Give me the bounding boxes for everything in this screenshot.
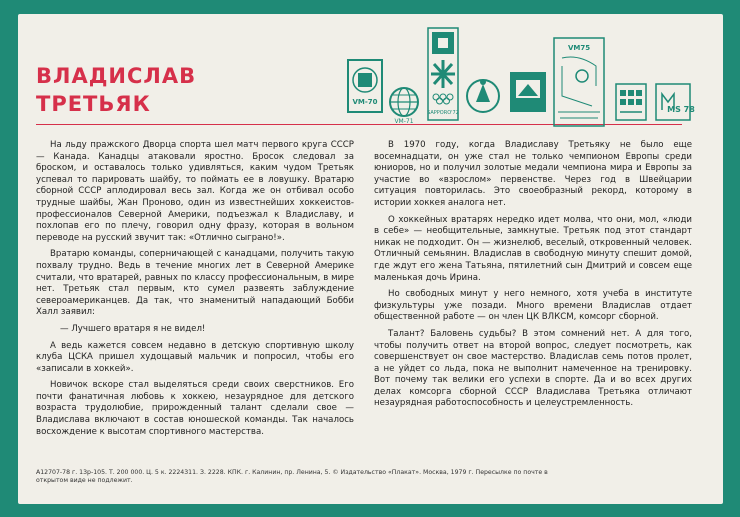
page-title (36, 62, 196, 118)
paragraph: Но свободных минут у него немного, хотя учеба в институте физкультуры уже позади. Много времени Владислав отдает общественной работе — он член ЦК ВЛКСМ, комсорг сборной. (374, 289, 692, 323)
imprint-line-2: открытом виде не подлежит. (36, 477, 133, 484)
paragraph: В 1970 году, когда Владиславу Третьяку не было еще восемнадцати, он уже стал не только чемпионом Европы среди юниоров, но и получил золотые медали чемпиона мира и Европы за участие во «взрослом» первенстве. Через год в Швейцарии ситуация повторилась. Это своеобразный рекорд, которому в истории хоккея аналога нет. (374, 140, 692, 208)
emblem-vm75 (552, 36, 606, 128)
paragraph: На льду пражского Дворца спорта шел матч первого круга СССР — Канада. Канадцы атаковали яростно. Бросок следовал за броском, и оставалось только удивляться, каким чудом Третьяк успевал то парировать шайбу, то поймать ее в ловушку. Вратарю сборной СССР аплодировал весь зал. Когда же он отбивал особо трудные шайбы, Жан Проново, один из известнейших хоккеистов-профессионалов Северной Америки, подъезжал к Владиславу, и похлопав его по плечу, говорил одну фразу, которая в вольном переводе на русский звучит так: «Отлично сыграно!». (36, 140, 354, 243)
emblem-ice (508, 70, 548, 114)
rings-emblem-icon (614, 82, 648, 122)
vm71-globe-icon (386, 86, 422, 124)
paragraph: Талант? Баловень судьбы? В этом сомнений нет. А для того, чтобы получить ответ на второй вопрос, следует посмотреть, как совершенствует он свое мастерство. Владислав семь потов пролет, а не уйдет со льда, пока не выполнит намеченное на тренировку. Вот почему так велики его успехи в спорте. Да и во всех других делах комсорга сборной СССР Владислава Третьяка отличают незаурядная работоспособность и целеустремленность. (374, 328, 692, 409)
vm75-label: VM75 (567, 44, 591, 52)
vm75-emblem-icon (552, 36, 606, 128)
emblem-vm70 (346, 58, 384, 114)
emblem-rings (614, 82, 648, 122)
title-line-2: ТРЕТЬЯК (36, 92, 151, 116)
ms78-label: MS 78 (667, 105, 695, 114)
ms78-emblem-icon (654, 82, 695, 122)
vm70-emblem-icon (346, 58, 384, 114)
imprint-footer (36, 469, 696, 485)
paragraph: О хоккейных вратарях нередко идет молва, что они, мол, «люди в себе» — необщительные, замкнутые. Третьяк под этот стандарт никак не подходит. Он — жизнелюб, веселый, откровенный человек. Отличный семьянин. Владислав в свободную минуту спешит домой, где ждут его жена Татьяна, пятилетний сын Дмитрий и совсем еще маленькая дочь Ирина. (374, 214, 692, 283)
quote: — Лучшего вратаря я не видел! (60, 323, 206, 334)
article-right-column (374, 140, 692, 415)
paragraph: Новичок вскоре стал выделяться среди своих сверстников. Его почти фанатичная любовь к хоккею, незаурядное для детского возраста трудолюбие, прирожденный талант сделали свое — Владислава включают в состав юношеской команды. Так началось восхождение к высотам спортивного мастерства. (36, 380, 354, 437)
title-line-1: ВЛАДИСЛАВ (36, 64, 197, 88)
emblem-runner (464, 72, 502, 120)
emblem-ms78 (654, 82, 695, 122)
championship-emblems (310, 26, 700, 126)
sapporo-emblem-icon (426, 26, 460, 124)
paragraph: А ведь кажется совсем недавно в детскую спортивную школу клуба ЦСКА пришел худощавый мальчик и попросил, чтобы его «записали в хоккей». (36, 340, 354, 374)
paragraph: Вратарю команды, соперничающей с канадцами, получить такую похвалу трудно. Ведь в течение многих лет в Северной Америке считали, что вратарей, равных по классу профессиональным, в мире нет. Третьяк стал первым, кто сумел развеять заблуждение североамериканцев. Да так, что знаменитый нападающий Бобби Халл заявил: (36, 249, 354, 318)
ice-emblem-icon (508, 70, 548, 114)
sapporo-label: SAPPORO'72 (427, 110, 459, 116)
imprint-line-1: А12707-78 г. 13р-105. Т. 200 000. Ц. 5 к. 2224311. З. 2228. КПК. г. Калинин, пр. Ленина, 5. © Издательство «Плакат». Москва, 1979 г. Пересылке по почте в (36, 469, 548, 476)
article-left-column (36, 140, 354, 443)
vm70-label: VM-70 (352, 98, 378, 106)
vm71-label: VM-71 (394, 118, 414, 125)
emblem-vm71 (386, 86, 422, 124)
runner-emblem-icon (464, 72, 502, 120)
emblem-sapporo72 (426, 26, 460, 124)
